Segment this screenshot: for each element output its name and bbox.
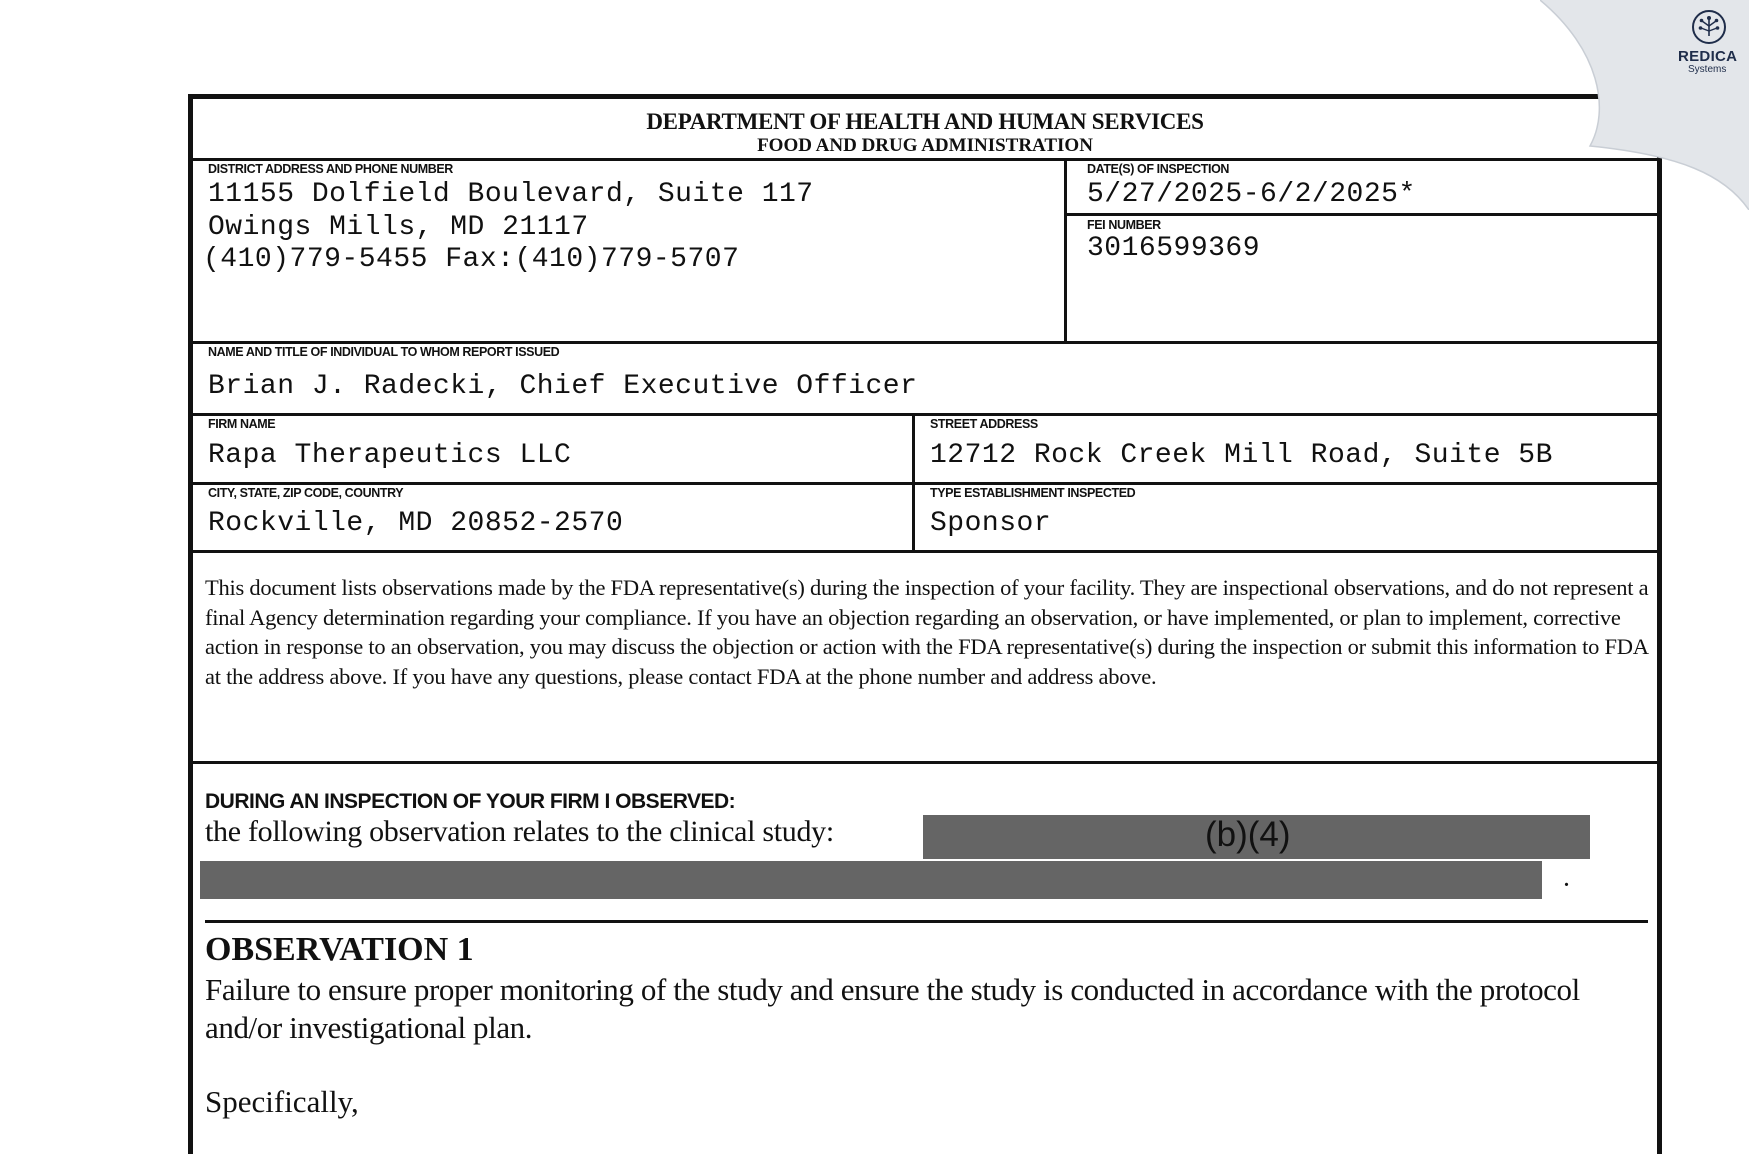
department-title: DEPARTMENT OF HEALTH AND HUMAN SERVICES [646,109,1204,134]
fda-483-form [188,94,1662,1154]
divider [1064,213,1658,216]
divider [193,413,1658,416]
street-address-value: 12712 Rock Creek Mill Road, Suite 5B [930,440,1553,471]
individual-label: NAME AND TITLE OF INDIVIDUAL TO WHOM REPORT ISSUED [208,345,560,359]
divider [193,158,1658,161]
agency-title: FOOD AND DRUG ADMINISTRATION [757,135,1093,156]
fei-value: 3016599369 [1087,233,1261,264]
inspection-dates-value: 5/27/2025-6/2/2025* [1087,179,1416,210]
district-line-1: 11155 Dolfield Boulevard, Suite 117 [208,179,814,210]
city-label: CITY, STATE, ZIP CODE, COUNTRY [208,486,404,500]
divider [1064,158,1067,341]
observation-text: Failure to ensure proper monitoring of the study and ensure the study is conducted in accordance with the protocol and/or investigational plan. [205,972,1580,1045]
disclaimer-paragraph: This document lists observations made by the FDA representative(s) during the inspection of your facility. They are inspectional observations, and do not represent a final Agency determination regarding your compliance. If you have an objection regarding an observation, or have implemented, or plan to implement, corrective action in response to an observation, you may discuss the objection or action with the FDA representative(s) during the inspection or submit this information to FDA at the address above. If you have any questions, please contact FDA at the phone number and address above. [205,575,1649,689]
observed-heading: DURING AN INSPECTION OF YOUR FIRM I OBSERVED: [205,790,736,813]
district-label: DISTRICT ADDRESS AND PHONE NUMBER [208,162,453,176]
fei-label: FEI NUMBER [1087,218,1161,232]
redica-brand: REDICA [1678,48,1738,65]
district-line-2: Owings Mills, MD 21117 [208,212,589,243]
divider [193,341,1658,344]
clinical-study-text: the following observation relates to the clinical study: [205,815,834,848]
sentence-period: . [1564,869,1569,891]
redaction-label: (b)(4) [1205,815,1291,854]
divider [193,761,1658,764]
inspection-dates-label: DATE(S) OF INSPECTION [1087,162,1230,176]
observation-title: OBSERVATION 1 [205,931,474,968]
individual-value: Brian J. Radecki, Chief Executive Officer [208,371,918,402]
firm-name-value: Rapa Therapeutics LLC [208,440,572,471]
specifically-text: Specifically, [205,1084,359,1119]
redica-tree-icon [1690,8,1728,46]
redica-sub: Systems [1688,64,1727,75]
district-line-3: (410)779-5455 Fax:(410)779-5707 [203,244,740,275]
establishment-type-label: TYPE ESTABLISHMENT INSPECTED [930,486,1136,500]
divider [205,920,1648,923]
firm-name-label: FIRM NAME [208,417,276,431]
city-value: Rockville, MD 20852-2570 [208,508,624,539]
establishment-type-value: Sponsor [930,508,1052,539]
watermark-corner [1540,0,1749,210]
divider [193,550,1658,553]
divider [193,482,1658,485]
street-address-label: STREET ADDRESS [930,417,1038,431]
redaction-box [200,861,1542,899]
